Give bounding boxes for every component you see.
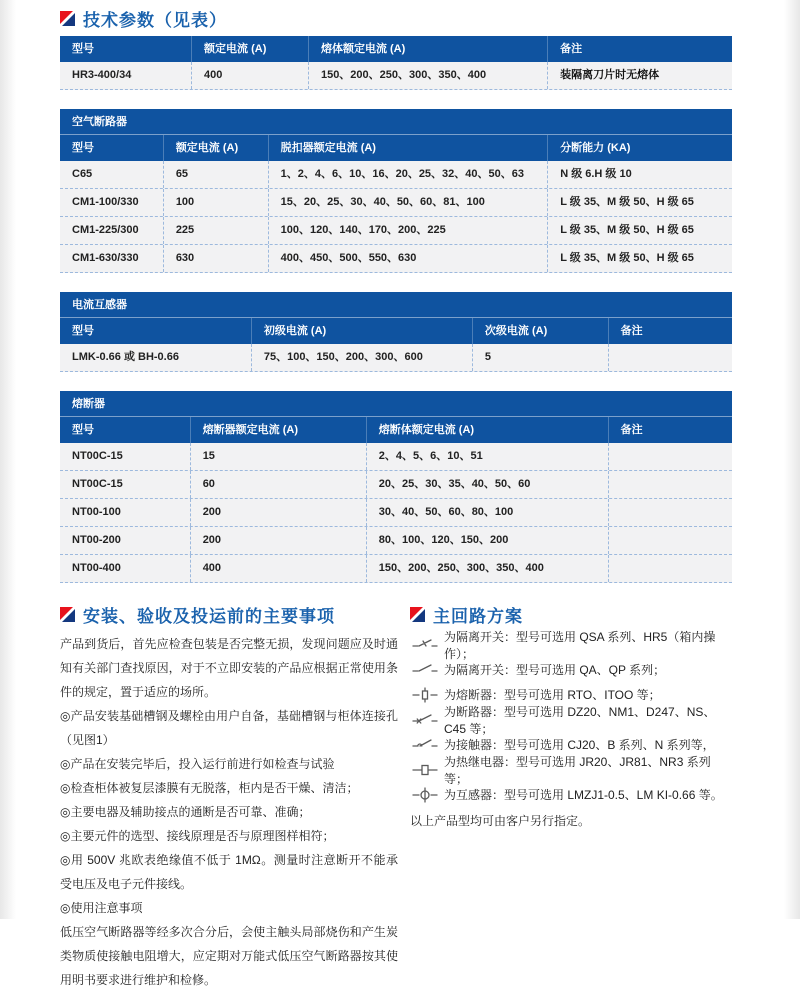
table-row <box>60 527 732 555</box>
cell-fuse-rated-current: 200 <box>190 527 366 554</box>
column-header: 初级电流 (A) <box>251 318 472 344</box>
table-hr3-header <box>60 36 732 62</box>
cell-trip-current: 100、120、140、170、200、225 <box>268 217 548 244</box>
cell-breaking-capacity: L 级 35、M 级 50、H 级 65 <box>547 189 732 216</box>
circuit-item <box>410 782 732 807</box>
install-bullet: ◎使用注意事项 <box>60 901 143 915</box>
table-row <box>60 344 732 372</box>
table-band-title: 熔断器 <box>60 391 732 417</box>
table-row <box>60 161 732 189</box>
transformer-icon <box>410 787 440 803</box>
cell-remark <box>608 555 732 582</box>
column-header: 备注 <box>547 36 732 62</box>
circuit-footnote: 以上产品型均可由客户另行指定。 <box>410 814 591 828</box>
cell-trip-current: 1、2、4、6、10、16、20、25、32、40、50、63 <box>268 161 548 188</box>
table-row <box>60 499 732 527</box>
cell-model: C65 <box>72 168 93 180</box>
column-header: 型号 <box>72 142 94 154</box>
cell-model: NT00-200 <box>72 534 121 546</box>
knife-switch-icon <box>410 662 440 678</box>
cell-rated-current: 225 <box>163 217 268 244</box>
circuit-item-text: 为断路器：型号可选用 DZ20、NM1、D247、NS、C45 等； <box>444 704 716 736</box>
cell-model: LMK-0.66 或 BH-0.66 <box>72 351 179 363</box>
column-header: 熔断器额定电流 (A) <box>190 417 366 443</box>
column-header: 额定电流 (A) <box>163 135 268 161</box>
table-air-breaker-header <box>60 135 732 161</box>
circuit-breaker-icon <box>410 712 440 728</box>
thermal-relay-icon <box>410 762 440 778</box>
install-bullet: ◎用 500V 兆欧表绝缘值不低于 1MΩ。测量时注意断开不能承受电压及电子元件接线。 <box>60 853 398 891</box>
cell-primary-current: 75、100、150、200、300、600 <box>251 344 472 371</box>
cell-trip-current: 15、20、25、30、40、50、60、81、100 <box>268 189 548 216</box>
cell-model: CM1-630/330 <box>72 252 139 264</box>
install-bullet: ◎产品在安装完毕后，投入运行前进行如检查与试验 <box>60 757 335 771</box>
install-paragraph: 产品到货后，首先应检查包装是否完整无损，发现问题应及时通知有关部门查找原因，对于不立即安装的产品应根据正常使用条件的规定，置于适应的场所。 <box>60 637 398 699</box>
cell-rated-current: 100 <box>163 189 268 216</box>
red-blue-square-icon <box>60 607 75 622</box>
cell-trip-current: 400、450、500、550、630 <box>268 245 548 272</box>
cell-rated-current: 630 <box>163 245 268 272</box>
red-blue-square-icon <box>410 607 425 622</box>
cell-remark <box>608 527 732 554</box>
table-row <box>60 443 732 471</box>
column-header: 熔断体额定电流 (A) <box>366 417 608 443</box>
cell-fuse-rated-current: 60 <box>190 471 366 498</box>
cell-model: NT00-100 <box>72 506 121 518</box>
table-current-transformer-header <box>60 318 732 344</box>
cell-remark <box>608 443 732 470</box>
cell-fuselink-rated-current: 30、40、50、60、80、100 <box>366 499 608 526</box>
column-header: 备注 <box>608 318 732 344</box>
tech-params-heading <box>60 6 732 30</box>
column-header: 型号 <box>72 325 94 337</box>
main-circuit-heading <box>410 602 732 626</box>
circuit-item <box>410 629 732 661</box>
install-heading <box>60 602 398 626</box>
install-bullet: ◎主要电器及辅助接点的通断是否可靠、准确； <box>60 805 311 819</box>
fuse-icon <box>410 687 440 703</box>
table-row <box>60 471 732 499</box>
column-header: 脱扣器额定电流 (A) <box>268 135 548 161</box>
column-header: 额定电流 (A) <box>191 36 308 62</box>
cell-fuse-current: 150、200、250、300、350、400 <box>308 62 547 89</box>
tech-params-heading-label: 技术参数（见表） <box>83 10 227 30</box>
table-row <box>60 245 732 273</box>
bottom-section <box>60 602 732 992</box>
cell-model: NT00C-15 <box>72 450 123 462</box>
page-content <box>60 6 732 992</box>
cell-fuselink-rated-current: 20、25、30、35、40、50、60 <box>366 471 608 498</box>
cell-breaking-capacity: N 级 6.H 级 10 <box>547 161 732 188</box>
cell-model: NT00C-15 <box>72 478 123 490</box>
cell-model: CM1-100/330 <box>72 196 139 208</box>
main-circuit-section <box>410 602 732 992</box>
table-row <box>60 189 732 217</box>
cell-remark <box>608 499 732 526</box>
circuit-item-text: 为热继电器：型号可选用 JR20、JR81、NR3 系列等； <box>444 754 711 786</box>
install-section <box>60 602 398 992</box>
contactor-icon <box>410 737 440 753</box>
table-current-transformer <box>60 292 732 372</box>
install-heading-label: 安装、验收及投运前的主要事项 <box>83 606 335 626</box>
table-row <box>60 62 732 90</box>
column-header: 型号 <box>72 43 94 55</box>
cell-rated-current: 65 <box>163 161 268 188</box>
table-row <box>60 555 732 583</box>
table-band-title: 空气断路器 <box>60 109 732 135</box>
cell-fuse-rated-current: 15 <box>190 443 366 470</box>
isolator-fuse-switch-icon <box>410 637 440 653</box>
cell-fuselink-rated-current: 150、200、250、300、350、400 <box>366 555 608 582</box>
column-header: 型号 <box>72 424 94 436</box>
column-header: 熔体额定电流 (A) <box>308 36 547 62</box>
cell-model: NT00-400 <box>72 562 121 574</box>
main-circuit-heading-label: 主回路方案 <box>433 606 523 626</box>
column-header: 分断能力 (KA) <box>547 135 732 161</box>
page-left-shade <box>0 0 16 919</box>
table-band-title: 电流互感器 <box>60 292 732 318</box>
cell-fuselink-rated-current: 80、100、120、150、200 <box>366 527 608 554</box>
cell-breaking-capacity: L 级 35、M 级 50、H 级 65 <box>547 245 732 272</box>
cell-remark <box>608 344 732 371</box>
cell-fuse-rated-current: 200 <box>190 499 366 526</box>
cell-fuse-rated-current: 400 <box>190 555 366 582</box>
cell-rated-current: 400 <box>191 62 308 89</box>
circuit-item-text: 为接触器：型号可选用 CJ20、B 系列、N 系列等， <box>444 738 715 752</box>
table-fuse <box>60 391 732 583</box>
install-paragraph: 低压空气断路器等经多次合分后，会使主触头局部烧伤和产生炭类物质使接触电阻增大，应定期对万能式低压空气断路器按其使用明书要求进行维护和检修。 <box>60 925 398 987</box>
circuit-item <box>410 704 732 736</box>
cell-secondary-current: 5 <box>472 344 608 371</box>
circuit-item <box>410 754 732 786</box>
circuit-item-text: 为互感器：型号可选用 LMZJ1-0.5、LM KI-0.66 等。 <box>444 788 723 802</box>
install-bullet: ◎主要元件的选型、接线原理是否与原理图样相符； <box>60 829 335 843</box>
install-bullet: ◎检查柜体被复层漆膜有无脱落，柜内是否干燥、清洁； <box>60 781 359 795</box>
table-fuse-header <box>60 417 732 443</box>
table-row <box>60 217 732 245</box>
cell-model: HR3-400/34 <box>72 69 132 81</box>
cell-remark: 装隔离刀片时无熔体 <box>547 62 732 89</box>
column-header: 备注 <box>608 417 732 443</box>
install-bullet: ◎产品安装基础槽钢及螺栓由用户自备，基础槽钢与柜体连接孔（见图1） <box>60 709 398 747</box>
table-hr3 <box>60 36 732 90</box>
cell-remark <box>608 471 732 498</box>
circuit-item-text: 为隔离开关：型号可选用 QSA 系列、HR5（箱内操作）； <box>444 629 716 661</box>
column-header: 次级电流 (A) <box>472 318 608 344</box>
page-right-shade <box>784 0 800 919</box>
circuit-item-text: 为隔离开关：型号可选用 QA、QP 系列； <box>444 663 666 677</box>
cell-model: CM1-225/300 <box>72 224 139 236</box>
cell-breaking-capacity: L 级 35、M 级 50、H 级 65 <box>547 217 732 244</box>
red-blue-square-icon <box>60 11 75 26</box>
cell-fuselink-rated-current: 2、4、5、6、10、51 <box>366 443 608 470</box>
circuit-item-text: 为熔断器：型号可选用 RTO、ITOO 等； <box>444 688 661 702</box>
table-air-breaker <box>60 109 732 273</box>
